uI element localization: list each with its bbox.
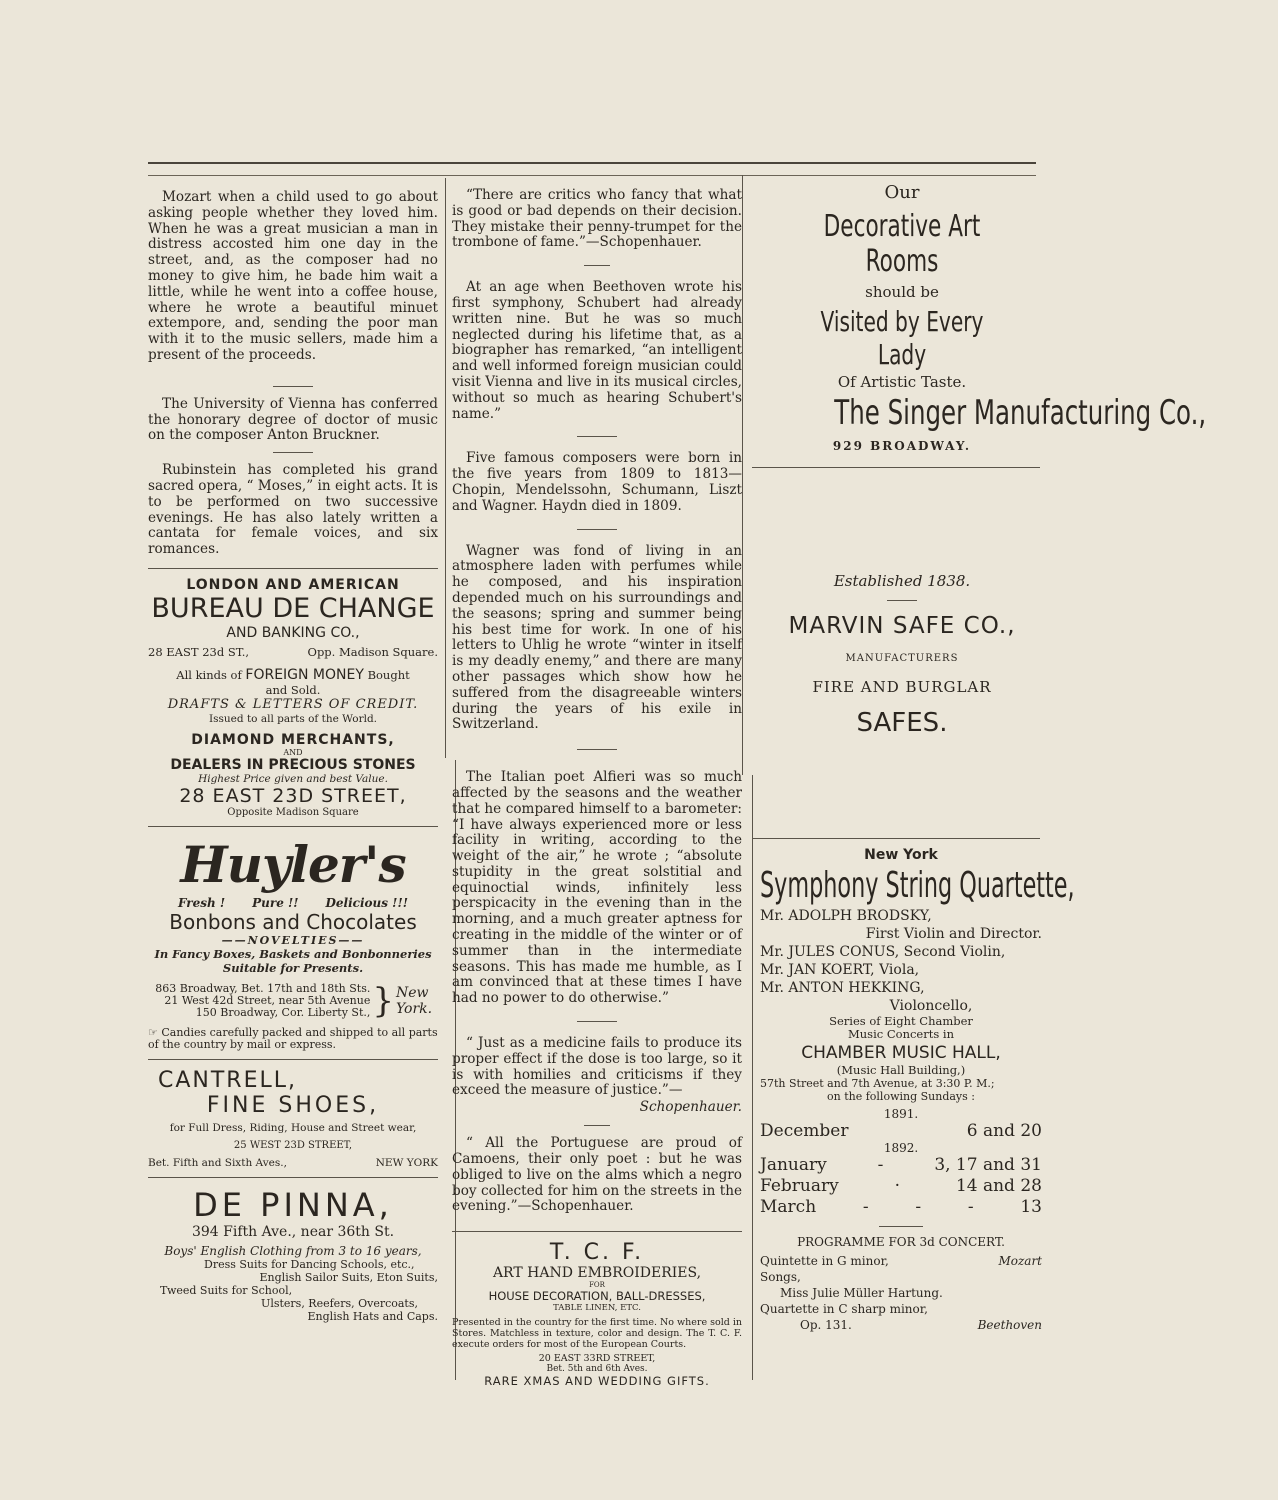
symphony-jan-month: January — [760, 1155, 827, 1175]
programme-item3: Miss Julie Müller Hartung. — [780, 1286, 943, 1300]
cantrell-for: for Full Dress, Riding, House and Street wear, — [169, 1121, 417, 1134]
bureau-dealers: DEALERS IN PRECIOUS STONES — [170, 756, 416, 773]
brace-icon: } — [372, 980, 394, 1021]
symphony-m4r: Violoncello, — [889, 998, 973, 1014]
column-divider-1 — [445, 178, 446, 758]
column-middle — [452, 188, 742, 1388]
depinna-l5: English Hats and Caps. — [307, 1309, 438, 1323]
symphony-jan-days: 3, 17 and 31 — [934, 1155, 1042, 1175]
fm-main: FOREIGN MONEY — [245, 666, 364, 683]
tcf-for: FOR — [589, 1281, 605, 1290]
fm-post: Bought — [367, 667, 410, 682]
depinna-l1: Dress Suits for Dancing Schools, etc., — [204, 1257, 415, 1271]
singer-visited: Visited by Every Lady — [820, 305, 984, 371]
bureau-diamond: DIAMOND MERCHANTS, — [191, 731, 395, 748]
symphony-feb-days: 14 and 28 — [955, 1176, 1042, 1196]
programme-item5: Op. 131. — [800, 1318, 852, 1332]
bureau-line3: AND BANKING CO., — [226, 624, 360, 641]
tcf-addr: 20 EAST 33RD STREET, — [538, 1353, 656, 1365]
marvin-mfr: MANUFACTURERS — [845, 653, 959, 664]
symphony-dash: - — [967, 1197, 974, 1217]
huyler-addr2: 21 West 42d Street, near 5th Avenue — [164, 993, 371, 1007]
symphony-m3: Mr. JAN KOERT, Viola, — [760, 962, 920, 978]
bureau-issued: Issued to all parts of the World. — [208, 712, 377, 725]
cantrell-ny: NEW YORK — [375, 1156, 438, 1169]
ad-rule — [148, 1059, 438, 1060]
symphony-building: (Music Hall Building,) — [836, 1063, 966, 1077]
singer-of: Of Artistic Taste. — [837, 373, 967, 391]
tcf-table: TABLE LINEN, ETC. — [553, 1303, 641, 1314]
singer-addr: 929 BROADWAY. — [832, 439, 972, 453]
huyler-pure: Pure !! — [252, 895, 299, 910]
huyler-addr3: 150 Broadway, Cor. Liberty St., — [195, 1005, 371, 1019]
ad-rule — [148, 826, 438, 827]
symphony-series2: Music Concerts in — [848, 1027, 954, 1041]
medicine-quote: “ Just as a medicine fails to produce its proper effect if the dose is too large, so it is with homilies and criticisms if they exceed the measure of justice.”— — [452, 1035, 742, 1099]
depinna-l2: English Sailor Suits, Eton Suits, — [259, 1270, 438, 1284]
top-rule — [148, 162, 1036, 164]
separator — [577, 1021, 617, 1022]
symphony-dash: - — [877, 1155, 884, 1175]
symphony-mar-month: March — [760, 1197, 817, 1217]
tcf-art: ART HAND EMBROIDERIES, — [492, 1265, 702, 1282]
huyler-novelties: ——NOVELTIES—— — [221, 933, 365, 947]
huyler-bonbons: Bonbons and Chocolates — [169, 909, 417, 934]
symphony-m2: Mr. JULES CONUS, Second Violin, — [760, 944, 1006, 960]
symphony-ad — [752, 847, 1075, 1333]
bureau-and: AND — [283, 747, 303, 757]
separator — [584, 265, 610, 266]
symphony-street: 57th Street and 7th Avenue, at 3:30 P. M.; — [760, 1077, 995, 1090]
separator — [273, 386, 313, 387]
huyler-fresh: Fresh ! — [178, 895, 226, 910]
bureau-opposite: Opp. Madison Square. — [307, 644, 438, 659]
pointing-hand-icon: ☞ — [148, 1025, 158, 1039]
bureau-highest: Highest Price given and best Value. — [198, 772, 388, 785]
medicine-attribution: Schopenhauer. — [639, 1099, 742, 1116]
tcf-bet: Bet. 5th and 6th Aves. — [546, 1364, 648, 1375]
programme-item4: Quartette in C sharp minor, — [760, 1302, 928, 1316]
cantrell-addr: 25 WEST 23D STREET, — [233, 1139, 353, 1151]
symphony-m1r: First Violin and Director. — [865, 926, 1042, 942]
programme-item2: Songs, — [760, 1270, 801, 1284]
symphony-dot: · — [894, 1176, 901, 1196]
symphony-ny: New York — [864, 847, 938, 863]
huyler-city: New York. — [396, 984, 433, 1017]
tcf-rare: RARE XMAS AND WEDDING GIFTS. — [484, 1374, 710, 1389]
bureau-line1: LONDON AND AMERICAN — [186, 576, 400, 593]
bureau-de-change-ad — [148, 577, 438, 818]
portuguese-quote: “ All the Portuguese are proud of Camoens, their only poet : but he was obliged to live on the alms which a negro boy collected for him on the streets in the evening.”—Schopenhauer. — [452, 1135, 742, 1215]
bureau-opposite2: Opposite Madison Square — [227, 806, 359, 818]
huyler-candies: Candies carefully packed and shipped to all parts of the country by mail or express. — [148, 1025, 438, 1051]
symphony-dec-days: 6 and 20 — [966, 1121, 1042, 1141]
huyler-delicious: Delicious !!! — [325, 895, 408, 910]
singer-should: should be — [865, 283, 939, 301]
separator — [879, 1226, 923, 1227]
top-rule-thin — [148, 175, 1036, 176]
separator — [577, 436, 617, 437]
symphony-m1: Mr. ADOLPH BRODSKY, — [760, 908, 932, 924]
symphony-on: on the following Sundays : — [827, 1090, 975, 1103]
critics-quote: “There are critics who fancy that what is good or bad depends on their decision. They mistake their penny-trumpet for the trombone of fame.”—Schopenhauer. — [452, 187, 742, 251]
depinna-l3: Tweed Suits for School, — [160, 1283, 293, 1297]
wagner-paragraph: Wagner was fond of living in an atmosphere laden with perfumes while he composed, and his inspiration depended much on his surroundings and the seasons; spring and summer being his best time for work. In one of his letters to Uhlig he wrote “winter in itself is my deadly enemy,” and there are many other passages which show how he suffered from the disagreeable winters during the years of his exile in Switzerland. — [452, 542, 742, 733]
programme-item1-composer: Mozart — [998, 1254, 1042, 1268]
tcf-presented: Presented in the country for the first time. No where sold in Stores. Matchless in texture, color and design. The T. C. F. execute orders for most of the European Courts. — [452, 1317, 742, 1351]
separator — [273, 452, 313, 453]
symphony-programme: PROGRAMME FOR 3d CONCERT. — [797, 1235, 1005, 1249]
cantrell-bet: Bet. Fifth and Sixth Aves., — [148, 1156, 287, 1169]
symphony-y1891: 1891. — [883, 1107, 919, 1121]
marvin-est: Established 1838. — [833, 572, 971, 590]
bureau-drafts: DRAFTS & LETTERS OF CREDIT. — [167, 696, 419, 712]
singer-our: Our — [884, 182, 920, 203]
programme-item1: Quintette in G minor, — [760, 1254, 889, 1268]
separator — [577, 529, 617, 530]
symphony-series1: Series of Eight Chamber — [829, 1014, 973, 1028]
depinna-boys: Boys' English Clothing from 3 to 16 years, — [164, 1243, 422, 1258]
vienna-paragraph: The University of Vienna has conferred the honorary degree of doctor of music on the composer Anton Bruckner. — [148, 395, 438, 444]
programme-item5-composer: Beethoven — [977, 1318, 1042, 1332]
fm-pre: All kinds of — [176, 667, 242, 682]
cantrell-ad — [148, 1068, 438, 1169]
fm-sold: and Sold. — [265, 682, 321, 697]
tcf-house: HOUSE DECORATION, BALL-DRESSES, — [488, 1289, 706, 1304]
tcf-name: T. C. F. — [549, 1240, 645, 1266]
marvin-name: MARVIN SAFE CO., — [788, 613, 1016, 639]
singer-company: The Singer Manufacturing Co., — [834, 393, 1207, 433]
separator — [887, 600, 917, 601]
five-composers-paragraph: Five famous composers were born in the five years from 1809 to 1813—Chopin, Mendelssohn, Schumann, Liszt and Wagner. Haydn died in 1809. — [452, 450, 742, 514]
de-pinna-ad — [148, 1186, 438, 1323]
marvin-safes: SAFES. — [856, 708, 948, 738]
huyler-fancy: In Fancy Boxes, Baskets and Bonbonneries Suitable for Presents. — [154, 946, 432, 975]
depinna-l4: Ulsters, Reefers, Overcoats, — [261, 1296, 418, 1310]
huyler-ad — [148, 835, 438, 1051]
marvin-ad — [752, 572, 1042, 738]
symphony-feb-month: February — [760, 1176, 839, 1196]
alfieri-paragraph: The Italian poet Alfieri was so much affected by the seasons and the weather that he compared himself to a barometer: “I have always experienced more or less facility in writing, according to the weight of the air,” he wrote ; “absolute stupidity in the great solstitial and equinoctial winds, infinitely less perspicacity in the evening than in the morning, and a much greater aptness for creating in the middle of the winter or of summer than in the intermediate seasons. This has made me humble, as I am convinced that at these times I have had no power to do otherwise.” — [452, 769, 742, 1007]
column-right — [752, 178, 1207, 1333]
ad-rule — [752, 467, 1040, 468]
mozart-paragraph: Mozart when a child used to go about asking people whether they loved him. When he was a great musician a man in distress accosted him one day in the street, and, as the composer had no money to give him, he bade him wait a little, while he went into a coffee house, where he wrote a beautiful minuet extempore, and, sending the poor man with it to the music sellers, made him a present of the proceeds. — [148, 189, 438, 363]
column-left — [148, 190, 438, 1323]
beethoven-paragraph: At an age when Beethoven wrote his first symphony, Schubert had already written nine. But he was so much neglected during his lifetime that, as a biographer has remarked, “an intelligent and well informed foreign musician could visit Vienna and live in its musical circles, without so much as hearing Schubert's name.” — [452, 279, 742, 422]
huyler-logo: Huyler's — [180, 834, 406, 894]
symphony-title: Symphony String Quartette, — [760, 865, 1075, 906]
rubinstein-paragraph: Rubinstein has completed his grand sacred opera, “ Moses,” in eight acts. It is to be performed on two successive evenings. He has also lately written a cantata for female voices, and six romances. — [148, 462, 438, 558]
bureau-street: 28 EAST 23D STREET, — [179, 784, 407, 807]
cantrell-name: CANTRELL, — [158, 1067, 297, 1093]
cantrell-shoes: FINE SHOES, — [206, 1092, 380, 1118]
column-divider-2 — [742, 175, 743, 775]
ad-rule — [148, 1177, 438, 1178]
singer-dec: Decorative Art Rooms — [823, 209, 981, 279]
symphony-m4: Mr. ANTON HEKKING, — [760, 980, 925, 996]
marvin-fire: FIRE AND BURGLAR — [812, 678, 992, 696]
ad-rule — [452, 1231, 742, 1232]
bureau-address: 28 EAST 23d ST., — [148, 644, 250, 659]
symphony-dash: - — [862, 1197, 869, 1217]
depinna-name: DE PINNA, — [193, 1185, 393, 1224]
symphony-mar-days: 13 — [1020, 1197, 1042, 1217]
symphony-dec-month: December — [760, 1121, 849, 1141]
symphony-y1892: 1892. — [883, 1141, 919, 1155]
ad-rule — [752, 838, 1040, 839]
symphony-hall: CHAMBER MUSIC HALL, — [801, 1043, 1001, 1063]
tcf-ad — [452, 1240, 742, 1388]
symphony-dash: - — [915, 1197, 922, 1217]
bureau-line2: BUREAU DE CHANGE — [151, 592, 435, 624]
ad-rule — [148, 568, 438, 569]
huyler-addr1: 863 Broadway, Bet. 17th and 18th Sts. — [155, 981, 371, 995]
depinna-addr: 394 Fifth Ave., near 36th St. — [191, 1223, 395, 1240]
separator — [584, 1125, 610, 1126]
separator — [577, 749, 617, 750]
singer-ad — [752, 182, 1207, 453]
